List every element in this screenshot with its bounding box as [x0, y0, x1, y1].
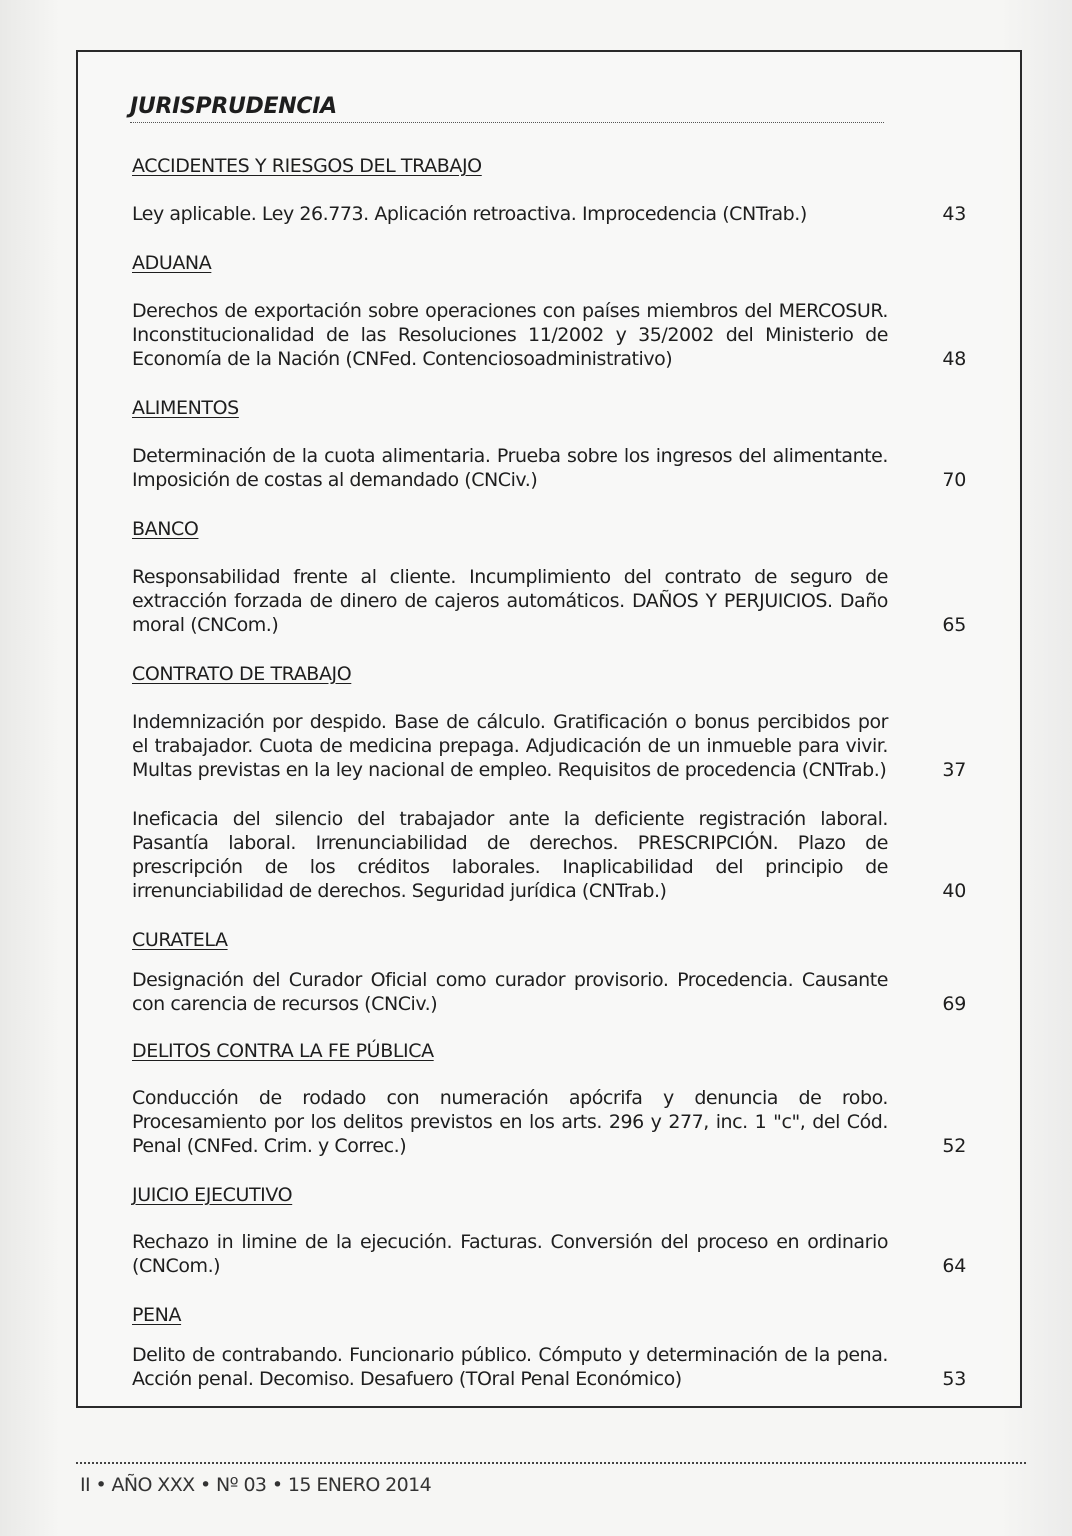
- index-entry: [132, 1343, 966, 1391]
- entry-page-number: 70: [942, 469, 966, 491]
- index-entry: [132, 444, 966, 492]
- entry-page-number: 53: [942, 1368, 966, 1390]
- topic-heading: ACCIDENTES Y RIESGOS DEL TRABAJO: [132, 155, 482, 177]
- entry-text: Ineficacia del silencio del trabajador ante la deficiente registración laboral. Pasantía laboral. Irrenunciabilidad de derechos. PRESCRIPCIÓN. Plazo de prescripción de los créditos laborales. Inaplicabilidad del principio de irrenunciabilidad de derechos. Seguridad jurídica (CNTrab.): [132, 808, 888, 902]
- entry-page-number: 65: [942, 614, 966, 636]
- entry-text: Responsabilidad frente al cliente. Incumplimiento del contrato de seguro de extracción forzada de dinero de cajeros automáticos. DAÑOS Y PERJUICIOS. Daño moral (CNCom.): [132, 566, 888, 636]
- entry-page-number: 48: [942, 348, 966, 370]
- entry-text: Derechos de exportación sobre operaciones con países miembros del MERCOSUR. Inconstitucionalidad de las Resoluciones 11/2002 y 35/2002 del Ministerio de Economía de la Nación (CNFed. Contenciosoadministrativo): [132, 300, 888, 370]
- index-content: [132, 152, 966, 1391]
- entry-page-number: 37: [942, 759, 966, 781]
- footer-divider: [76, 1462, 1026, 1464]
- topic-heading: BANCO: [132, 518, 199, 540]
- topic-heading: JUICIO EJECUTIVO: [132, 1184, 293, 1206]
- entry-page-number: 40: [942, 880, 966, 902]
- entry-text: Determinación de la cuota alimentaria. Prueba sobre los ingresos del alimentante. Imposición de costas al demandado (CNCiv.): [132, 445, 888, 491]
- entry-text: Conducción de rodado con numeración apócrifa y denuncia de robo. Procesamiento por los delitos previstos en los arts. 296 y 277, inc. 1 "c", del Cód. Penal (CNFed. Crim. y Correc.): [132, 1087, 888, 1157]
- page-footer: II • AÑO XXX • Nº 03 • 15 ENERO 2014: [80, 1474, 432, 1496]
- entry-page-number: 52: [942, 1135, 966, 1157]
- entry-text: Ley aplicable. Ley 26.773. Aplicación retroactiva. Improcedencia (CNTrab.): [132, 203, 807, 225]
- topic-heading: CURATELA: [132, 929, 228, 951]
- index-entry: [132, 710, 966, 782]
- entry-page-number: 43: [942, 203, 966, 225]
- index-entry: [132, 202, 966, 226]
- topic-heading: CONTRATO DE TRABAJO: [132, 663, 352, 685]
- entry-text: Indemnización por despido. Base de cálculo. Gratificación o bonus percibidos por el trabajador. Cuota de medicina prepaga. Adjudicación de un inmueble para vivir. Multas previstas en la ley nacional de empleo. Requisitos de procedencia (CNTrab.): [132, 711, 888, 781]
- entry-page-number: 64: [942, 1255, 966, 1277]
- topic-heading: ADUANA: [132, 252, 212, 274]
- section-title: JURISPRUDENCIA: [130, 94, 884, 123]
- entry-text: Designación del Curador Oficial como curador provisorio. Procedencia. Causante con carencia de recursos (CNCiv.): [132, 969, 888, 1015]
- topic-heading: ALIMENTOS: [132, 397, 239, 419]
- index-entry: [132, 1086, 966, 1158]
- index-frame: [76, 50, 1022, 1408]
- entry-text: Rechazo in limine de la ejecución. Facturas. Conversión del proceso en ordinario (CNCom.): [132, 1231, 888, 1277]
- index-entry: [132, 1230, 966, 1278]
- topic-heading: PENA: [132, 1304, 182, 1326]
- index-entry: [132, 299, 966, 371]
- entry-page-number: 69: [942, 993, 966, 1015]
- index-entry: [132, 565, 966, 637]
- topic-heading: DELITOS CONTRA LA FE PÚBLICA: [132, 1040, 434, 1062]
- index-entry: [132, 968, 966, 1016]
- entry-text: Delito de contrabando. Funcionario público. Cómputo y determinación de la pena. Acción penal. Decomiso. Desafuero (TOral Penal Económico): [132, 1344, 888, 1390]
- index-entry: [132, 807, 966, 903]
